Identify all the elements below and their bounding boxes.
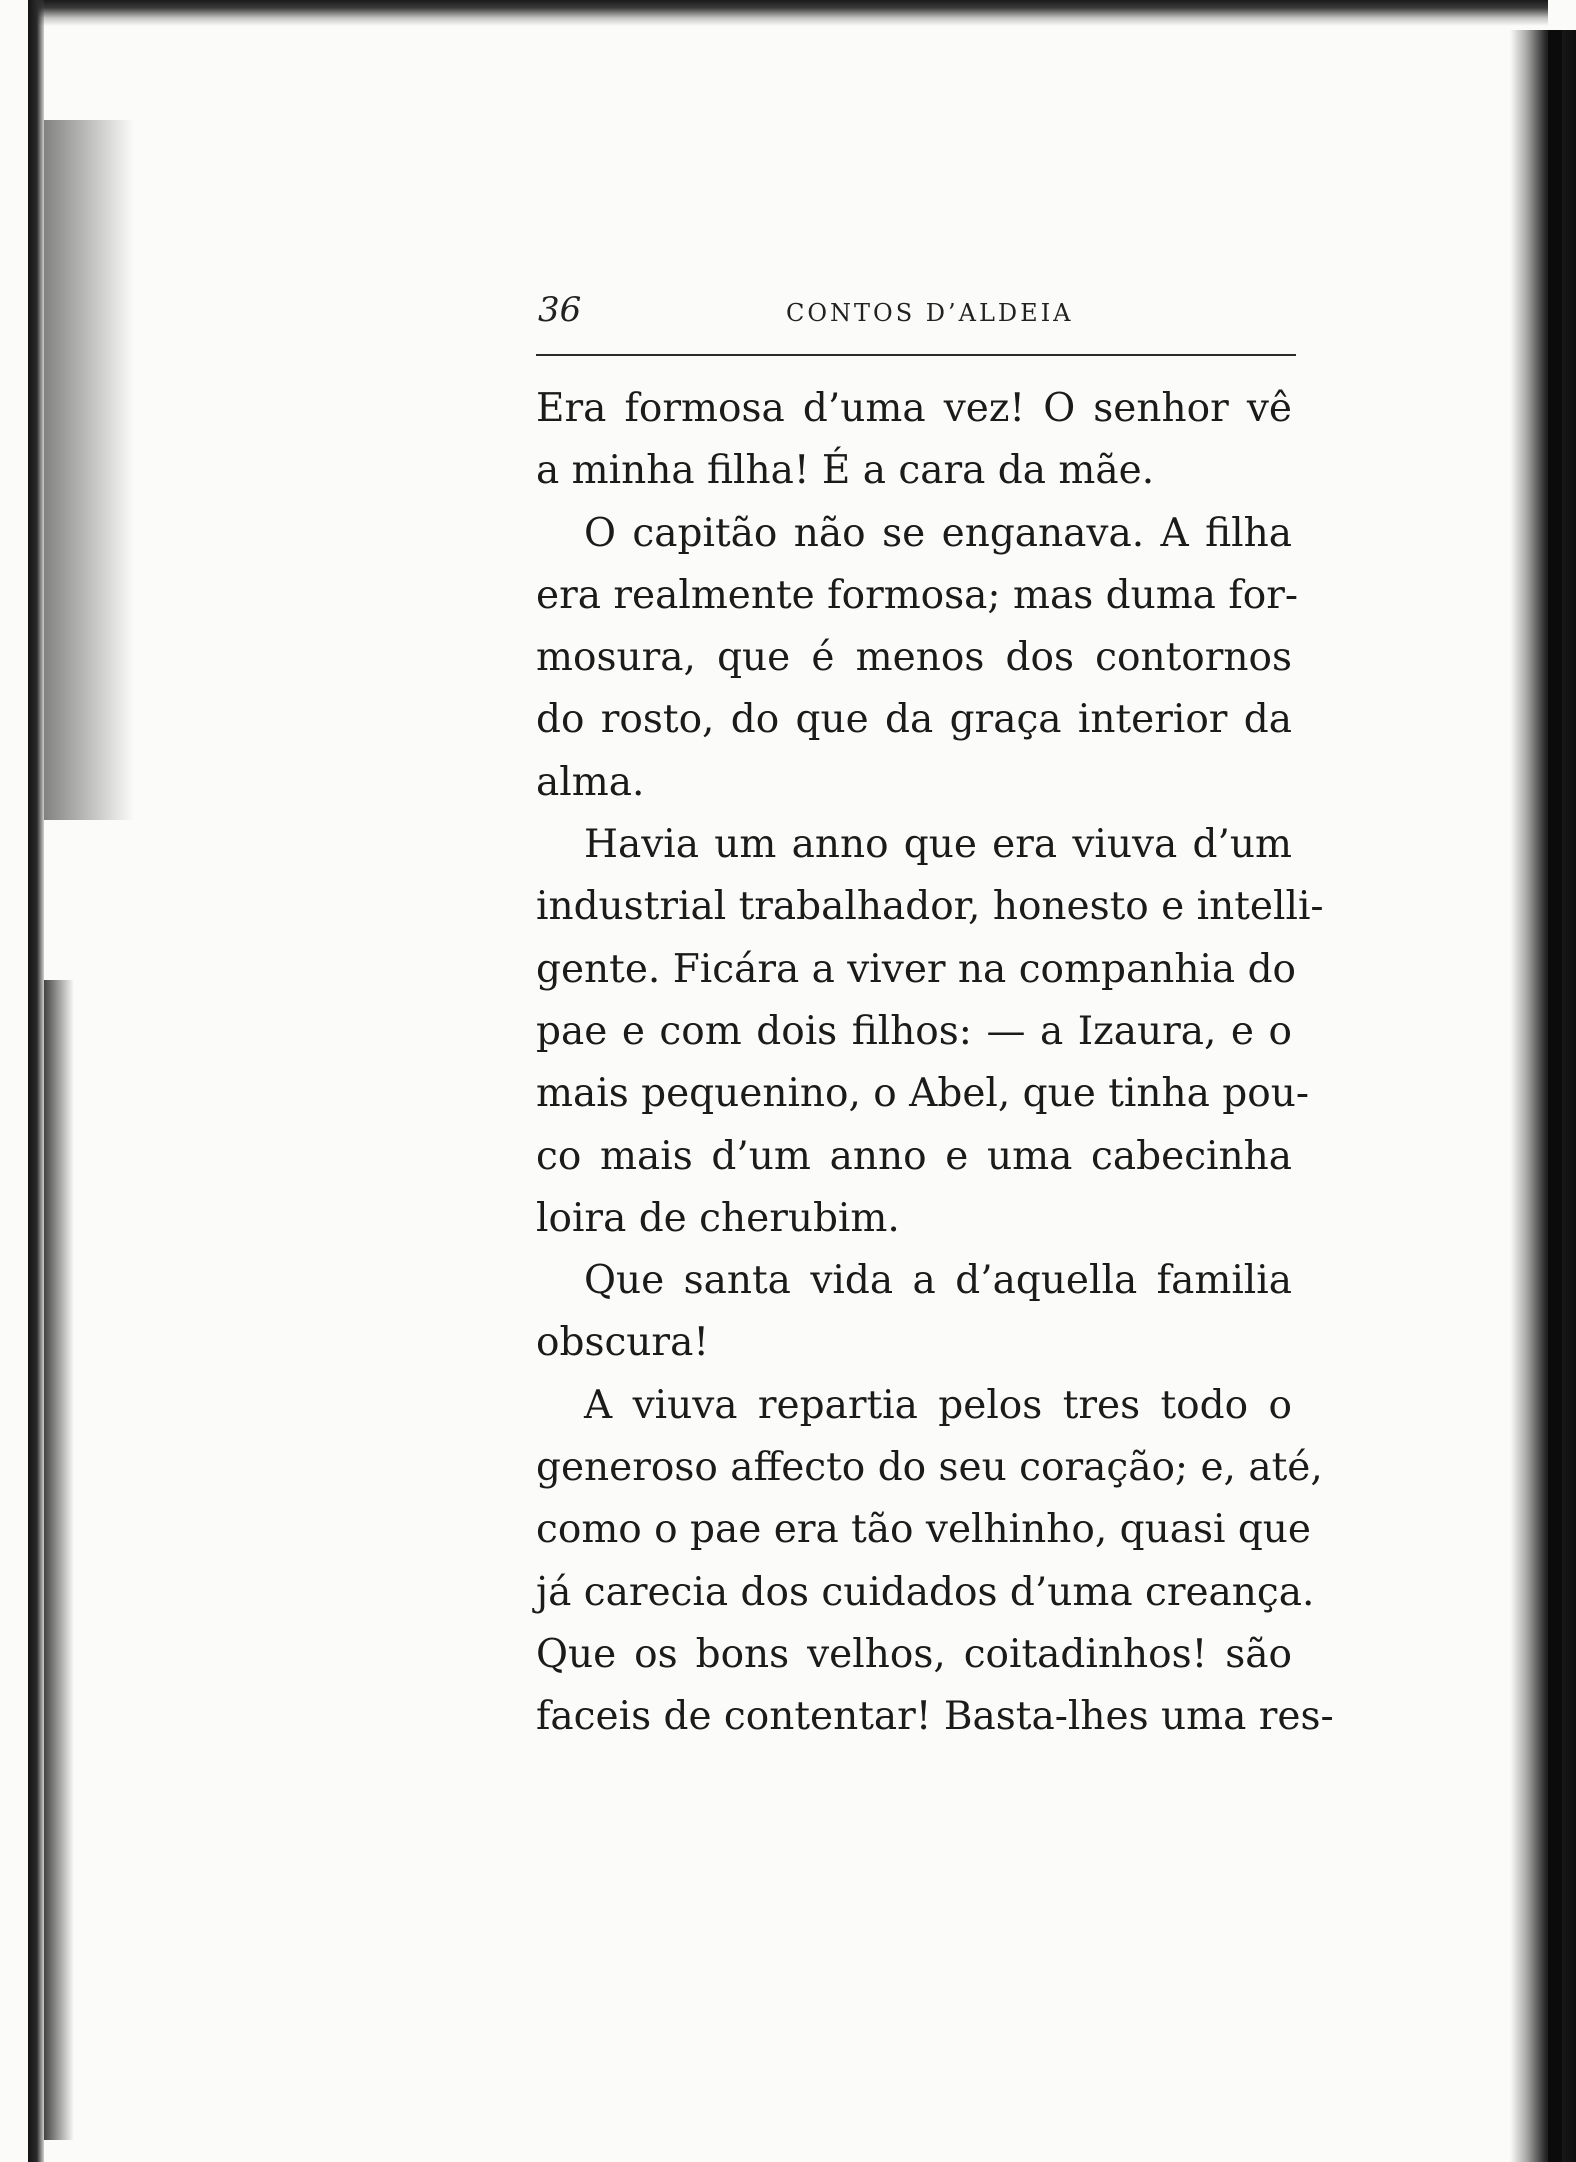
text-line: A viuva repartia pelos tres todo o xyxy=(584,1382,1292,1428)
text-line: Era formosa d’uma vez! O senhor vê xyxy=(536,386,1292,431)
text-line: Que santa vida a d’aquella familia xyxy=(584,1258,1292,1304)
scan-edge-left xyxy=(28,0,44,2162)
text-line: como o pae era tão velhinho, quasi que xyxy=(536,1507,1311,1553)
scan-edge-top xyxy=(28,0,1548,26)
scan-edge-right xyxy=(1510,30,1576,2162)
text-line: Havia um anno que era viuva d’um xyxy=(584,822,1292,868)
text-line: obscura! xyxy=(536,1320,709,1366)
scan-edge-right-band xyxy=(1548,30,1562,2162)
text-line: já carecia dos cuidados d’uma creança. xyxy=(536,1569,1315,1615)
text-line: Que os bons velhos, coitadinhos! são xyxy=(536,1631,1292,1677)
text-line: loira de cherubim. xyxy=(536,1195,900,1241)
text-line: era realmente formosa; mas duma for- xyxy=(536,572,1299,618)
running-title: CONTOS D’ALDEIA xyxy=(786,299,1074,327)
text-line: co mais d’um anno e uma cabecinha xyxy=(536,1133,1292,1179)
page-body xyxy=(536,378,1334,1749)
text-line: a minha filha! É a cara da mãe. xyxy=(536,448,1155,494)
scan-shadow-left xyxy=(44,120,134,820)
text-line: gente. Ficára a viver na companhia do xyxy=(536,946,1297,992)
text-line: do rosto, do que da graça interior da xyxy=(536,697,1292,743)
scan-shadow-left-lower xyxy=(44,980,74,2140)
header-rule xyxy=(536,354,1296,356)
page-number: 36 xyxy=(538,290,582,330)
text-line: industrial trabalhador, honesto e intelli- xyxy=(536,884,1324,930)
text-line: faceis de contentar! Basta-lhes uma res- xyxy=(536,1694,1334,1740)
text-line: O capitão não se enganava. A filha xyxy=(584,510,1292,556)
text-line: mais pequenino, o Abel, que tinha pou- xyxy=(536,1071,1309,1117)
text-line: mosura, que é menos dos contornos xyxy=(536,635,1292,681)
text-line: alma. xyxy=(536,759,645,805)
text-line: pae e com dois filhos: — a Izaura, e o xyxy=(536,1008,1292,1054)
text-line: generoso affecto do seu coração; e, até, xyxy=(536,1445,1323,1491)
